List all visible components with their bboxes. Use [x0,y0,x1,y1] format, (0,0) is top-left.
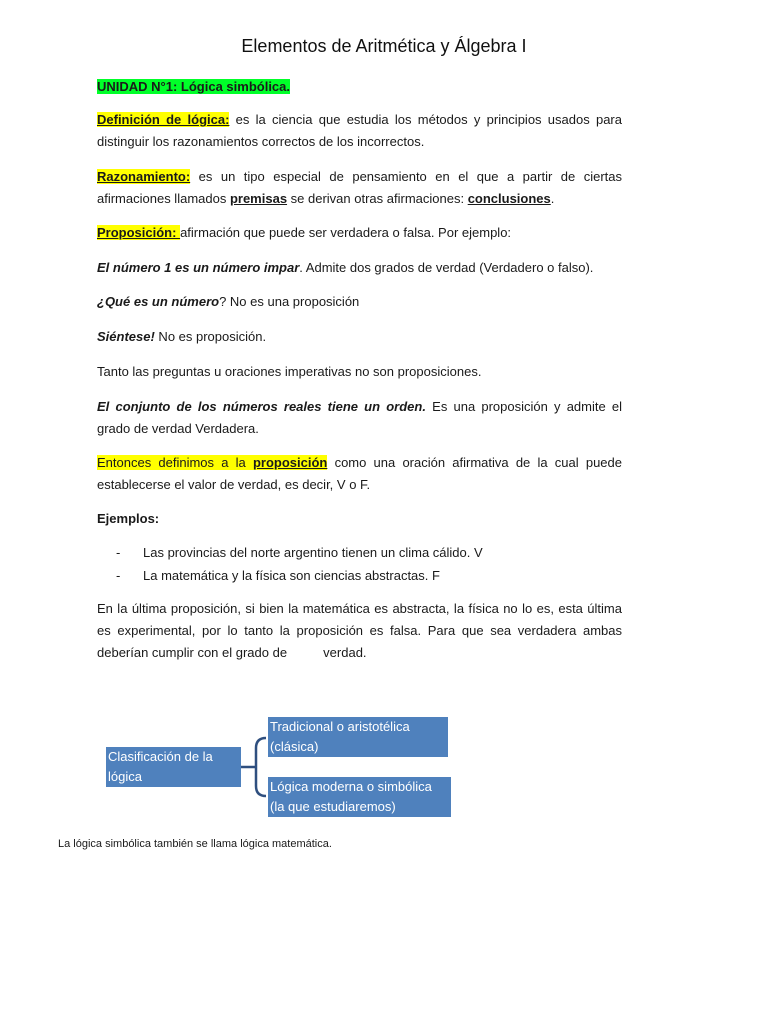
example-3-emphasis: Siéntese! [97,329,155,344]
diagram-bottom-box [268,777,451,817]
root-line-1: Clasificación de la [108,749,213,764]
entonces-highlight: Entonces definimos a la [97,455,253,470]
entonces-text: como una oración afirmativa de la cual puede establecerse el valor de verdad, es decir, V o F. [97,455,622,492]
example-1-emphasis: El número 1 es un número impar [97,260,300,275]
connector-bracket [256,738,266,796]
term-proposicion-def: proposición [252,455,328,470]
term-premisas: premisas [229,191,288,206]
ejemplos-heading: Ejemplos: [97,511,160,526]
list-bullet: - [116,568,121,583]
text-razonamiento-b: se derivan otras afirmaciones: [287,191,468,206]
diagram-top-box [268,717,448,757]
paragraph-tanto: Tanto las preguntas u oraciones imperativas no son proposiciones. [97,364,482,379]
top-line-2: (clásica) [270,739,319,754]
text-proposicion: afirmación que puede ser verdadera o falsa. Por ejemplo: [180,225,512,240]
paragraph-ultima: En la última proposición, si bien la matemática es abstracta, la física no lo es, esta última es experimental, por lo tanto la proposición es falsa. Para que sea verdadera ambas deberían cumplir con el grado de verdad. [97,601,626,660]
list-item-text: Las provincias del norte argentino tienen un clima cálido. V [143,545,483,560]
term-razonamiento: Razonamiento: [97,169,191,184]
example-1-text: . Admite dos grados de verdad (Verdadero o falso). [299,260,594,275]
term-conclusiones: conclusiones [467,191,551,206]
text-razonamiento-a: es un tipo especial de pensamiento en el que a partir de ciertas afirmaciones llamados [97,169,622,206]
term-proposicion: Proposición: [97,225,181,240]
text-razonamiento-c: . [550,191,555,206]
example-2-text: ? No es una proposición [219,294,360,309]
example-4-emphasis: El conjunto de los números reales tiene un orden. [97,399,426,414]
document-title: Elementos de Aritmética y Álgebra I [241,36,527,56]
list-item-text: La matemática y la física son ciencias abstractas. F [143,568,440,583]
unit-label: UNIDAD N°1: Lógica simbólica. [97,79,291,94]
example-4-text: Es una proposición y admite el grado de verdad Verdadera. [97,399,623,436]
bottom-line-2: (la que estudiaremos) [270,799,396,814]
list-bullet: - [116,545,121,560]
top-line-1: Tradicional o aristotélica [270,719,410,734]
footnote: La lógica simbólica también se llama lógica matemática. [58,838,332,850]
term-definicion-logica: Definición de lógica: [97,112,230,127]
root-line-2: lógica [108,769,142,784]
text-definicion-logica: es la ciencia que estudia los métodos y principios usados para distinguir los razonamientos correctos de los incorrectos. [97,112,622,149]
bottom-line-1: Lógica moderna o simbólica [270,779,432,794]
example-2-emphasis: ¿Qué es un número [97,294,220,309]
example-3-text: No es proposición. [154,329,267,344]
diagram-root-box [106,747,241,787]
